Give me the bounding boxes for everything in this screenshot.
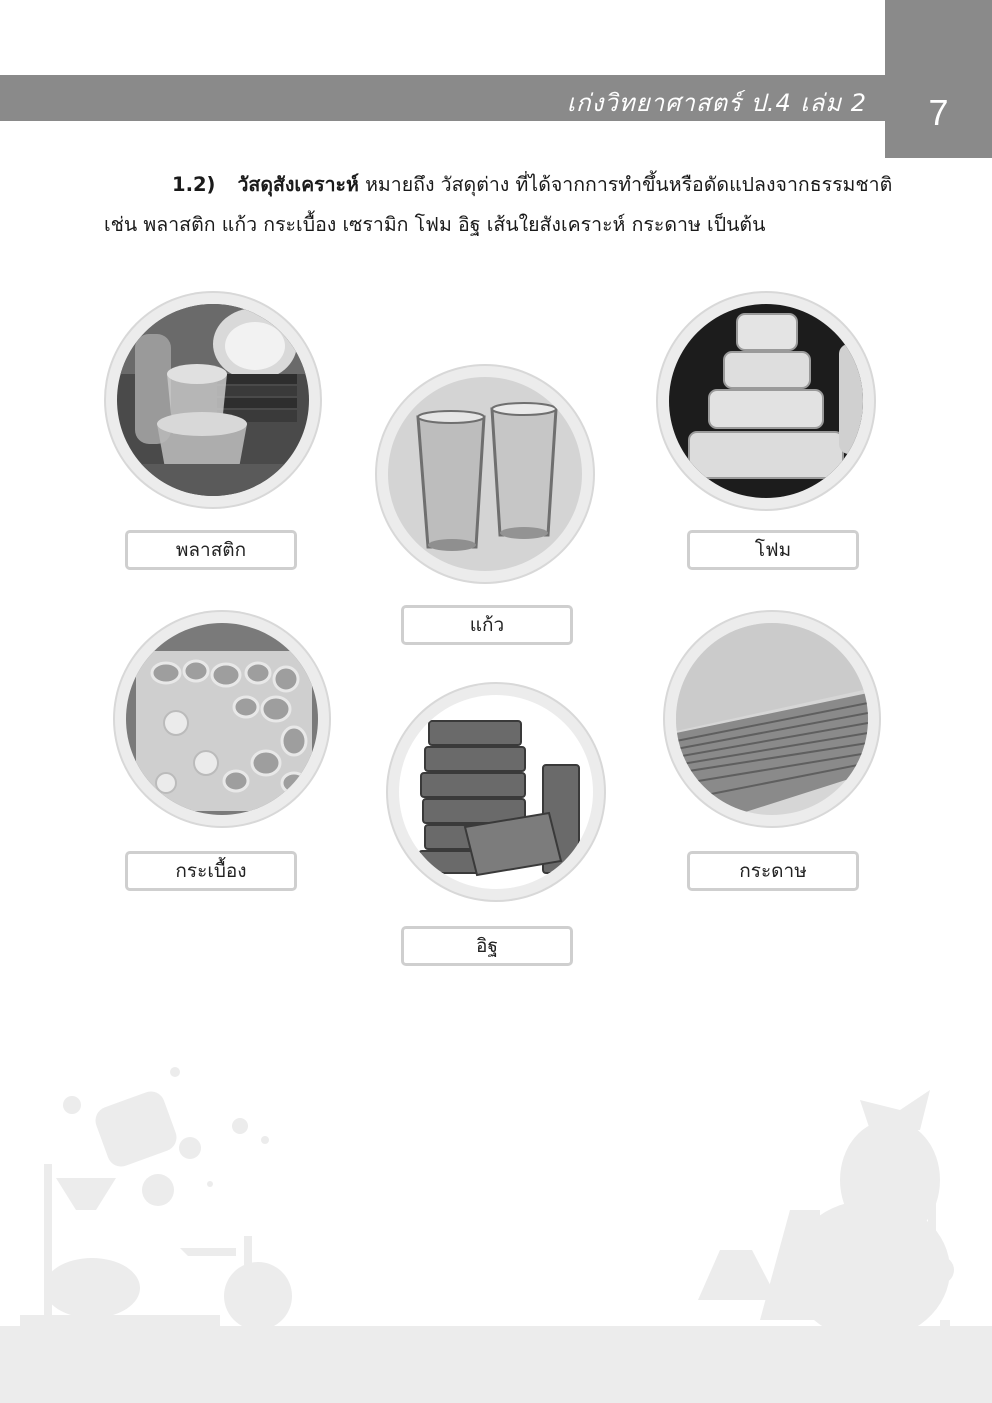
- book-title: เก่งวิทยาศาสตร์ ป.4 เล่ม 2: [566, 89, 867, 117]
- glass-image: [388, 377, 582, 571]
- paper-photo: [665, 612, 879, 826]
- page-tab: [885, 0, 992, 158]
- label-foam: โฟม: [687, 530, 859, 570]
- label-paper: กระดาษ: [687, 851, 859, 891]
- plastic-photo: [106, 293, 320, 507]
- plastic-image: [117, 304, 309, 496]
- label-plastic: พลาสติก: [125, 530, 297, 570]
- brick-photo: [388, 684, 604, 900]
- foam-image: [669, 304, 863, 498]
- foam-photo: [658, 293, 874, 509]
- page-number: 7: [928, 92, 949, 133]
- tile-image: [126, 623, 318, 815]
- tile-photo: [115, 612, 329, 826]
- footer-science-decoration: [0, 1060, 992, 1403]
- label-brick: อิฐ: [401, 926, 573, 966]
- header-bar: [0, 75, 885, 121]
- glass-photo: [377, 366, 593, 582]
- section-term: วัสดุสังเคราะห์: [237, 173, 359, 196]
- label-tile: กระเบื้อง: [125, 851, 297, 891]
- brick-image: [399, 695, 593, 889]
- paper-image: [676, 623, 868, 815]
- section-number: 1.2): [172, 173, 216, 196]
- label-glass: แก้ว: [401, 605, 573, 645]
- section-definition: หมายถึง วัสดุต่าง ที่ได้จากการทำขึ้นหรือดัดแปลงจากธรรมชาติ เช่น พลาสติก แก้ว กระเบื้อง เซรามิก โฟม อิฐ เส้นใยสังเคราะห์ กระดาษ เป็นต้น: [104, 173, 893, 236]
- body-paragraph: [104, 165, 894, 245]
